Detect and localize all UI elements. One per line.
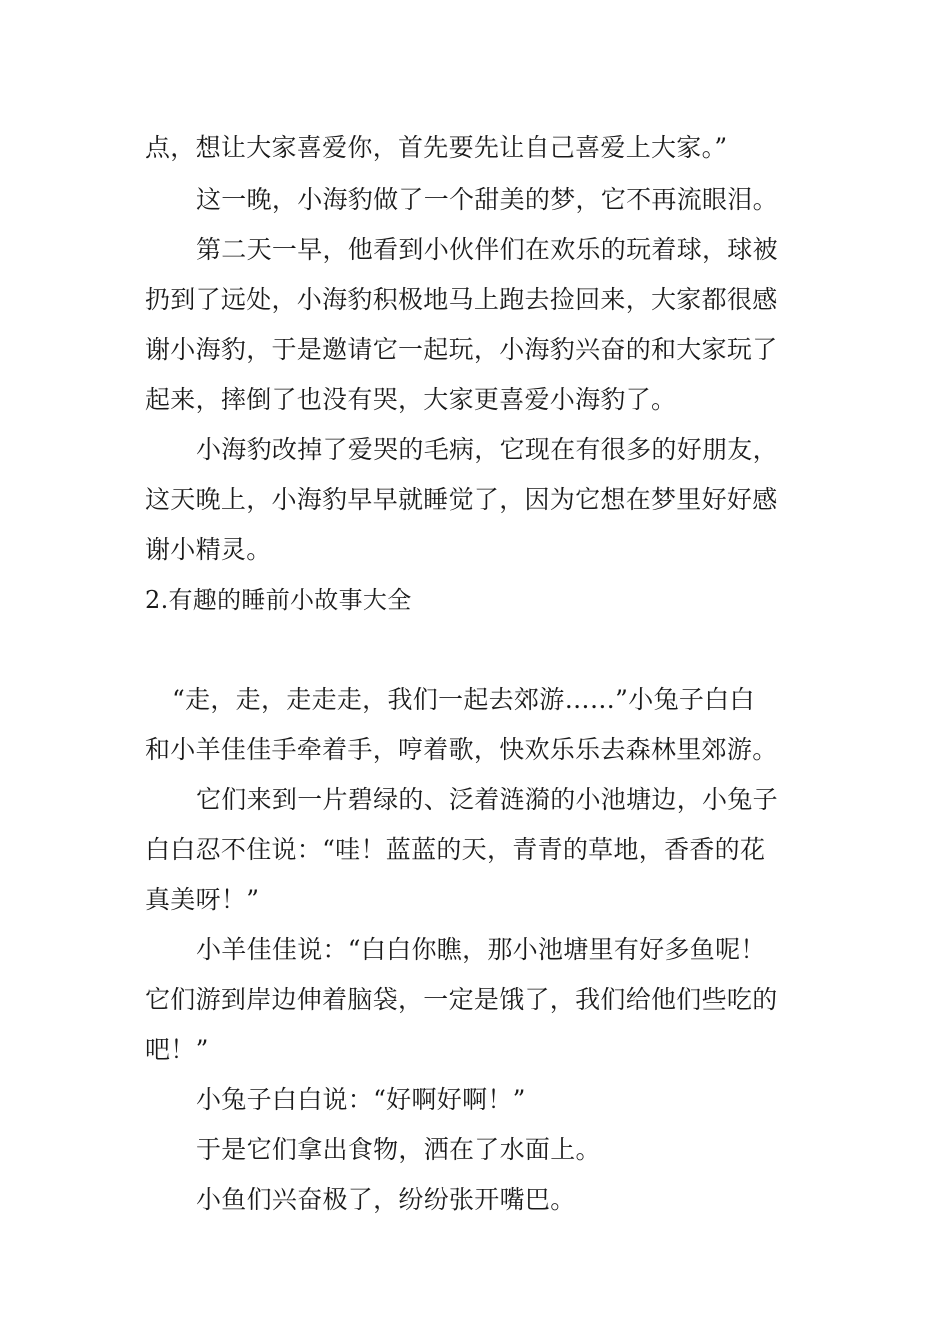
text-line-12: 它们来到一片碧绿的、泛着涟漪的小池塘边，小兔子	[196, 785, 778, 814]
text-line-19: 于是它们拿出食物，洒在了水面上。	[196, 1135, 601, 1164]
text-line-17: 吧！”	[145, 1035, 209, 1064]
text-line-4: 扔到了远处，小海豹积极地马上跑去捡回来，大家都很感	[145, 285, 778, 314]
text-line-16: 它们游到岸边伸着脑袋，一定是饿了，我们给他们些吃的	[145, 985, 778, 1014]
text-line-20: 小鱼们兴奋极了，纷纷张开嘴巴。	[196, 1185, 576, 1214]
text-line-5: 谢小海豹，于是邀请它一起玩，小海豹兴奋的和大家玩了	[145, 335, 778, 364]
text-line-2: 这一晚，小海豹做了一个甜美的梦，它不再流眼泪。	[196, 185, 778, 214]
text-line-11: 和小羊佳佳手牵着手，哼着歌，快欢乐乐去森林里郊游。	[145, 735, 778, 764]
text-line-14: 真美呀！”	[145, 885, 260, 914]
text-line-3: 第二天一早，他看到小伙伴们在欢乐的玩着球，球被	[196, 235, 778, 264]
text-line-13: 白白忍不住说：“哇！蓝蓝的天，青青的草地，香香的花	[145, 835, 766, 864]
text-line-10: “走，走，走走走，我们一起去郊游……”小兔子白白	[172, 685, 755, 714]
text-line-7: 小海豹改掉了爱哭的毛病，它现在有很多的好朋友，	[196, 435, 778, 464]
text-line-9: 谢小精灵。	[145, 535, 272, 564]
text-line-6: 起来，摔倒了也没有哭，大家更喜爱小海豹了。	[145, 385, 677, 414]
text-line-15: 小羊佳佳说：“白白你瞧，那小池塘里有好多鱼呢！	[196, 935, 766, 964]
text-line-18: 小兔子白白说：“好啊好啊！”	[196, 1085, 526, 1114]
text-line-8: 这天晚上，小海豹早早就睡觉了，因为它想在梦里好好感	[145, 485, 778, 514]
text-line-1: 点，想让大家喜爱你，首先要先让自己喜爱上大家。”	[145, 133, 728, 162]
section-heading: 2.有趣的睡前小故事大全	[145, 586, 412, 614]
